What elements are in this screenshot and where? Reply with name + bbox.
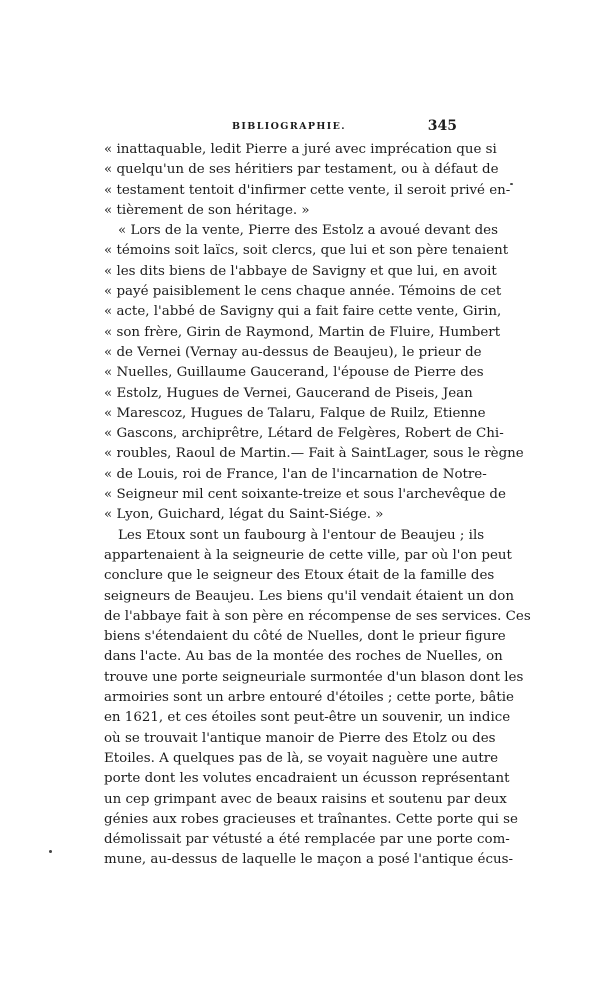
print-speck <box>510 183 513 185</box>
text-line: « de Louis, roi de France, l'an de l'incarnation de Notre- <box>104 466 487 482</box>
text-line: « Estolz, Hugues de Vernei, Gaucerand de Piseis, Jean <box>104 385 473 401</box>
text-line: en 1621, et ces étoiles sont peut-être un souvenir, un indice <box>104 710 511 726</box>
text-line: « tièrement de son héritage. » <box>104 202 310 218</box>
text-line: « testament tentoit d'infirmer cette vente, il seroit privé en- <box>104 182 511 198</box>
text-line: où se trouvait l'antique manoir de Pierre des Etolz ou des <box>104 730 496 746</box>
text-line: mune, au-dessus de laquelle le maçon a posé l'antique écus- <box>104 852 513 868</box>
page-number: 345 <box>427 118 457 134</box>
text-line: trouve une porte seigneuriale surmontée d'un blason dont les <box>104 669 524 685</box>
print-speck <box>49 850 52 853</box>
body-text <box>104 140 531 871</box>
text-line: « Nuelles, Guillaume Gaucerand, l'épouse de Pierre des <box>104 365 484 381</box>
page-header <box>104 118 457 138</box>
text-line: « acte, l'abbé de Savigny qui a fait faire cette vente, Girin, <box>104 304 502 320</box>
text-line: de l'abbaye fait à son père en récompense de ses services. Ces <box>104 608 531 624</box>
text-line: Les Etoux sont un faubourg à l'entour de Beaujeu ; ils <box>118 527 485 543</box>
text-line: « témoins soit laïcs, soit clercs, que lui et son père tenaient <box>104 243 509 259</box>
text-line: porte dont les volutes encadraient un écusson représentant <box>104 771 510 787</box>
text-line: « quelqu'un de ses héritiers par testament, ou à défaut de <box>104 162 499 178</box>
text-line: « Gascons, archiprêtre, Létard de Felgères, Robert de Chi- <box>104 426 504 442</box>
text-line: « Lors de la vente, Pierre des Estolz a avoué devant des <box>118 223 498 239</box>
text-line: appartenaient à la seigneurie de cette ville, par où l'on peut <box>104 547 512 563</box>
text-line: biens s'étendaient du côté de Nuelles, dont le prieur figure <box>104 629 506 645</box>
text-line: « Seigneur mil cent soixante-treize et sous l'archevêque de <box>104 487 506 503</box>
text-line: Etoiles. A quelques pas de là, se voyait naguère une autre <box>104 750 499 766</box>
text-line: « Lyon, Guichard, légat du Saint-Siége. » <box>104 507 384 523</box>
text-line: génies aux robes gracieuses et traînantes. Cette porte qui se <box>104 811 518 827</box>
text-line: armoiries sont un arbre entouré d'étoiles ; cette porte, bâtie <box>104 690 514 706</box>
text-line: démolissait par vétusté a été remplacée par une porte com- <box>104 832 510 848</box>
text-line: « inattaquable, ledit Pierre a juré avec imprécation que si <box>104 142 497 157</box>
text-line: « les dits biens de l'abbaye de Savigny et que lui, en avoit <box>104 263 497 279</box>
text-line: « payé paisiblement le cens chaque année. Témoins de cet <box>104 284 502 300</box>
text-line: seigneurs de Beaujeu. Les biens qu'il vendait étaient un don <box>104 588 514 604</box>
running-title: BIBLIOGRAPHIE. <box>232 121 346 132</box>
text-line: un cep grimpant avec de beaux raisins et soutenu par deux <box>104 791 507 807</box>
text-line: « roubles, Raoul de Martin.— Fait à SaintLager, sous le règne <box>104 446 524 462</box>
text-line: « de Vernei (Vernay au-dessus de Beaujeu), le prieur de <box>104 344 482 360</box>
text-line: « Marescoz, Hugues de Talaru, Falque de Ruilz, Etienne <box>104 405 486 421</box>
text-line: dans l'acte. Au bas de la montée des roches de Nuelles, on <box>104 649 503 665</box>
text-line: conclure que le seigneur des Etoux était de la famille des <box>104 568 495 584</box>
text-line: « son frère, Girin de Raymond, Martin de Fluire, Humbert <box>104 324 501 340</box>
